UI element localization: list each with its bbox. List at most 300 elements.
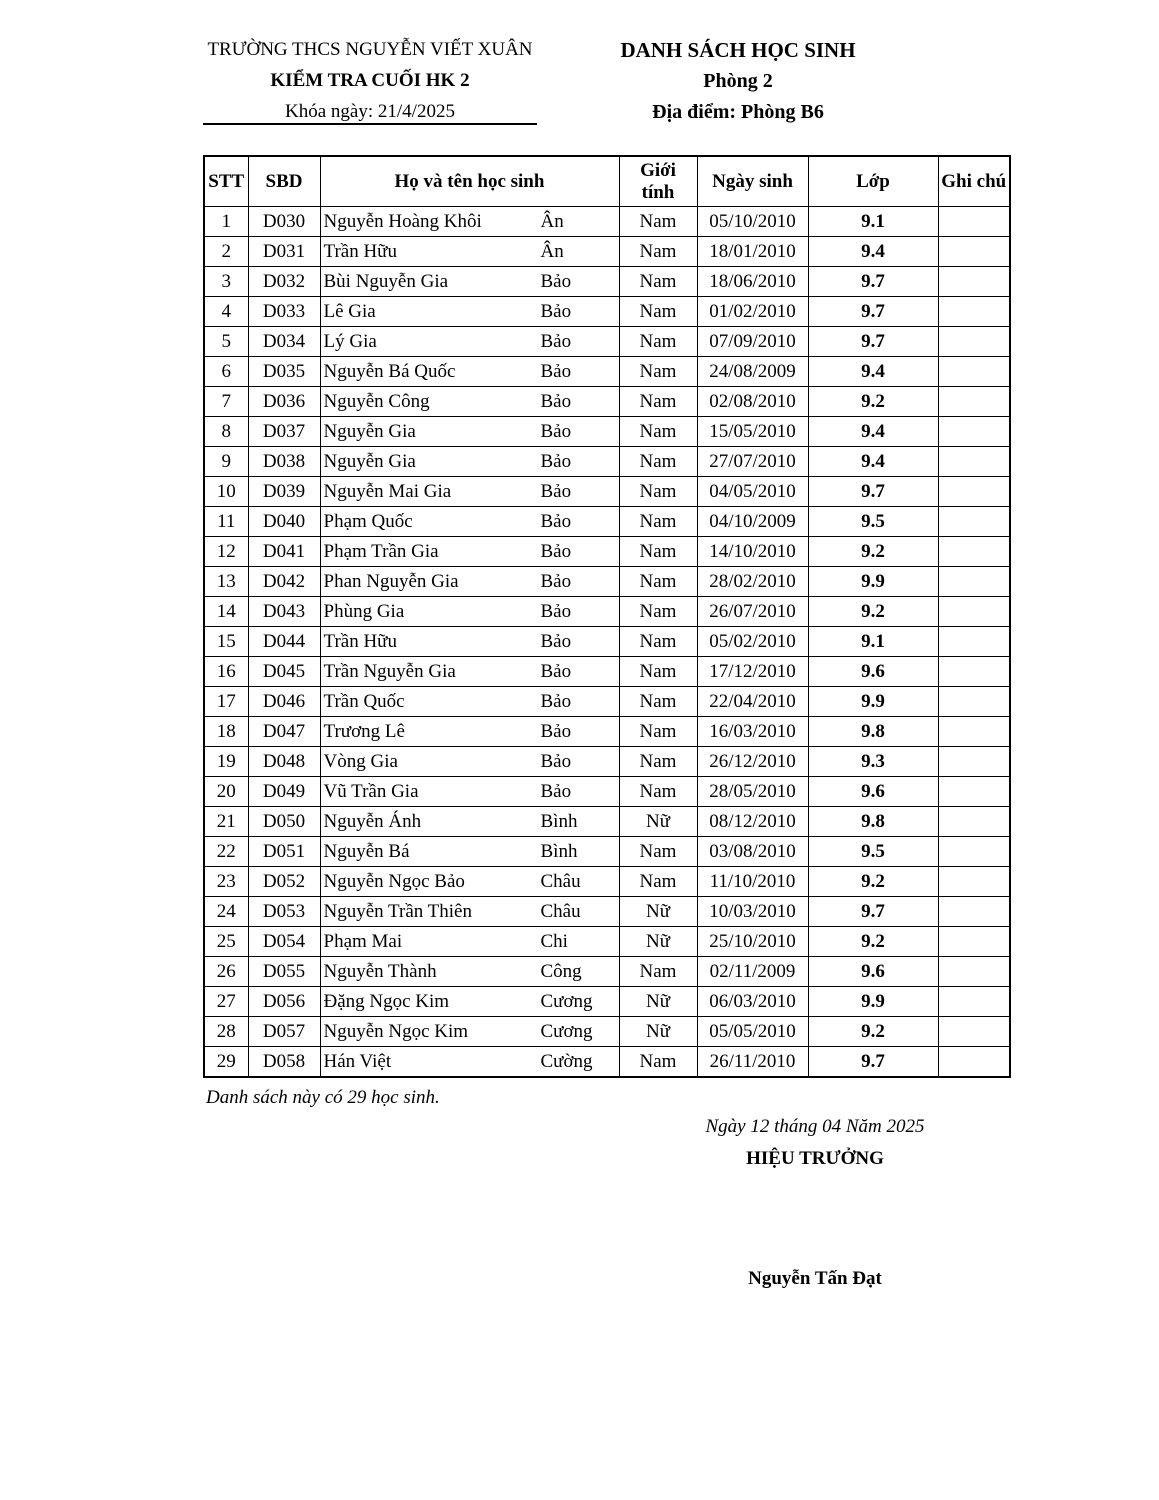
cell-class: 9.1 (808, 627, 938, 657)
cell-gender: Nam (619, 1047, 697, 1078)
cell-gender: Nữ (619, 897, 697, 927)
cell-dob: 18/01/2010 (697, 237, 808, 267)
cell-note (938, 897, 1010, 927)
cell-name-surname: Trần Quốc (323, 691, 405, 712)
cell-name (320, 717, 619, 747)
cell-note (938, 927, 1010, 957)
cell-gender: Nam (619, 417, 697, 447)
cell-dob: 11/10/2010 (697, 867, 808, 897)
exam-name: KIỂM TRA CUỐI HK 2 (270, 70, 470, 91)
cell-stt: 11 (204, 507, 248, 537)
cell-name-surname: Phạm Quốc (323, 511, 413, 532)
table-row (204, 807, 1010, 837)
cell-class: 9.4 (808, 237, 938, 267)
cell-gender: Nam (619, 657, 697, 687)
table-row (204, 327, 1010, 357)
cell-name-given: Bảo (540, 601, 572, 622)
cell-dob: 08/12/2010 (697, 807, 808, 837)
table-row (204, 447, 1010, 477)
cell-dob: 28/05/2010 (697, 777, 808, 807)
cell-name (320, 297, 619, 327)
cell-dob: 05/02/2010 (697, 627, 808, 657)
cell-note (938, 477, 1010, 507)
cell-gender: Nam (619, 387, 697, 417)
cell-gender: Nam (619, 597, 697, 627)
cell-name-surname: Trần Hữu (323, 241, 397, 262)
cell-name-given: Bình (540, 811, 578, 832)
cell-note (938, 807, 1010, 837)
exam-date: Khóa ngày: 21/4/2025 (285, 101, 455, 122)
cell-class: 9.7 (808, 297, 938, 327)
cell-dob: 25/10/2010 (697, 927, 808, 957)
cell-sbd: D043 (248, 597, 320, 627)
cell-class: 9.5 (808, 507, 938, 537)
cell-stt: 7 (204, 387, 248, 417)
cell-stt: 19 (204, 747, 248, 777)
cell-name-surname: Nguyễn Ánh (323, 811, 422, 832)
header-left (203, 36, 537, 129)
cell-sbd: D057 (248, 1017, 320, 1047)
cell-name-surname: Nguyễn Trần Thiên (323, 901, 472, 922)
cell-sbd: D050 (248, 807, 320, 837)
cell-stt: 1 (204, 207, 248, 237)
table-row (204, 267, 1010, 297)
cell-gender: Nam (619, 267, 697, 297)
cell-gender: Nam (619, 627, 697, 657)
cell-gender: Nam (619, 297, 697, 327)
cell-sbd: D035 (248, 357, 320, 387)
cell-name (320, 777, 619, 807)
room-label: Phòng 2 (703, 70, 773, 92)
cell-name-surname: Vũ Trần Gia (323, 781, 419, 802)
cell-name-given: Cương (540, 991, 593, 1012)
cell-sbd: D055 (248, 957, 320, 987)
cell-name-given: Bảo (540, 481, 572, 502)
cell-name-surname: Lý Gia (323, 331, 377, 352)
cell-stt: 6 (204, 357, 248, 387)
cell-name-given: Cường (540, 1051, 593, 1072)
cell-class: 9.2 (808, 537, 938, 567)
cell-gender: Nam (619, 207, 697, 237)
cell-name-given: Bảo (540, 661, 572, 682)
cell-sbd: D041 (248, 537, 320, 567)
sign-title: HIỆU TRƯỞNG (746, 1148, 884, 1169)
cell-name-given: Bảo (540, 691, 572, 712)
cell-name (320, 207, 619, 237)
cell-name-surname: Phạm Trần Gia (323, 541, 439, 562)
table-row (204, 777, 1010, 807)
cell-name-given: Công (540, 961, 582, 982)
cell-dob: 04/05/2010 (697, 477, 808, 507)
cell-sbd: D047 (248, 717, 320, 747)
cell-name-surname: Nguyễn Gia (323, 421, 416, 442)
table-row (204, 867, 1010, 897)
cell-name (320, 237, 619, 267)
cell-sbd: D049 (248, 777, 320, 807)
cell-dob: 26/11/2010 (697, 1047, 808, 1078)
cell-stt: 10 (204, 477, 248, 507)
cell-dob: 24/08/2009 (697, 357, 808, 387)
cell-gender: Nam (619, 447, 697, 477)
cell-name (320, 477, 619, 507)
cell-note (938, 267, 1010, 297)
cell-name-surname: Bùi Nguyễn Gia (323, 271, 449, 292)
cell-class: 9.7 (808, 1047, 938, 1078)
cell-dob: 27/07/2010 (697, 447, 808, 477)
header-dob: Ngày sinh (697, 156, 808, 207)
cell-class: 9.2 (808, 387, 938, 417)
cell-name-surname: Vòng Gia (323, 751, 398, 772)
cell-sbd: D058 (248, 1047, 320, 1078)
cell-name (320, 627, 619, 657)
cell-name (320, 1047, 619, 1078)
cell-sbd: D054 (248, 927, 320, 957)
cell-gender: Nam (619, 477, 697, 507)
student-table (203, 155, 1011, 1078)
cell-name-surname: Nguyễn Bá Quốc (323, 361, 456, 382)
cell-class: 9.6 (808, 957, 938, 987)
cell-note (938, 297, 1010, 327)
cell-name-given: Bảo (540, 421, 572, 442)
cell-name-surname: Hán Việt (323, 1051, 392, 1072)
cell-note (938, 717, 1010, 747)
cell-dob: 14/10/2010 (697, 537, 808, 567)
cell-sbd: D045 (248, 657, 320, 687)
cell-sbd: D042 (248, 567, 320, 597)
cell-name-surname: Phan Nguyễn Gia (323, 571, 459, 592)
cell-name-given: Bảo (540, 751, 572, 772)
cell-dob: 26/07/2010 (697, 597, 808, 627)
cell-sbd: D038 (248, 447, 320, 477)
table-row (204, 837, 1010, 867)
cell-name-surname: Nguyễn Công (323, 391, 430, 412)
cell-class: 9.9 (808, 687, 938, 717)
cell-name-given: Bảo (540, 781, 572, 802)
cell-gender: Nam (619, 237, 697, 267)
cell-class: 9.7 (808, 897, 938, 927)
cell-name (320, 357, 619, 387)
cell-dob: 04/10/2009 (697, 507, 808, 537)
cell-note (938, 1047, 1010, 1078)
cell-sbd: D052 (248, 867, 320, 897)
cell-class: 9.7 (808, 477, 938, 507)
cell-name-given: Ân (540, 241, 564, 262)
cell-class: 9.9 (808, 567, 938, 597)
table-row (204, 597, 1010, 627)
cell-dob: 05/05/2010 (697, 1017, 808, 1047)
cell-class: 9.7 (808, 267, 938, 297)
cell-name-surname: Nguyễn Ngọc Bảo (323, 871, 465, 892)
cell-dob: 01/02/2010 (697, 297, 808, 327)
cell-name-given: Bảo (540, 451, 572, 472)
location-label: Địa điểm: Phòng B6 (652, 101, 824, 123)
table-row (204, 567, 1010, 597)
cell-name-surname: Phùng Gia (323, 601, 405, 622)
cell-name (320, 747, 619, 777)
cell-name-given: Bảo (540, 361, 572, 382)
cell-note (938, 507, 1010, 537)
cell-sbd: D056 (248, 987, 320, 1017)
cell-stt: 8 (204, 417, 248, 447)
cell-name (320, 837, 619, 867)
cell-note (938, 537, 1010, 567)
cell-name (320, 507, 619, 537)
cell-class: 9.2 (808, 597, 938, 627)
table-row (204, 507, 1010, 537)
cell-name (320, 687, 619, 717)
cell-stt: 20 (204, 777, 248, 807)
total-note: Danh sách này có 29 học sinh. (206, 1087, 440, 1108)
cell-stt: 5 (204, 327, 248, 357)
cell-gender: Nam (619, 867, 697, 897)
cell-name (320, 447, 619, 477)
cell-name-given: Châu (540, 901, 581, 922)
cell-note (938, 957, 1010, 987)
cell-stt: 29 (204, 1047, 248, 1078)
cell-sbd: D033 (248, 297, 320, 327)
cell-note (938, 747, 1010, 777)
cell-sbd: D034 (248, 327, 320, 357)
cell-note (938, 687, 1010, 717)
cell-sbd: D046 (248, 687, 320, 717)
cell-stt: 26 (204, 957, 248, 987)
cell-name-given: Bảo (540, 511, 572, 532)
cell-dob: 22/04/2010 (697, 687, 808, 717)
cell-gender: Nam (619, 957, 697, 987)
cell-name-surname: Nguyễn Gia (323, 451, 416, 472)
cell-dob: 16/03/2010 (697, 717, 808, 747)
header-right (600, 36, 876, 129)
cell-class: 9.2 (808, 1017, 938, 1047)
cell-stt: 12 (204, 537, 248, 567)
cell-name (320, 987, 619, 1017)
cell-class: 9.2 (808, 867, 938, 897)
cell-name-surname: Lê Gia (323, 301, 376, 322)
cell-dob: 05/10/2010 (697, 207, 808, 237)
cell-name-given: Bảo (540, 331, 572, 352)
cell-note (938, 1017, 1010, 1047)
cell-sbd: D036 (248, 387, 320, 417)
cell-note (938, 837, 1010, 867)
cell-note (938, 207, 1010, 237)
cell-dob: 28/02/2010 (697, 567, 808, 597)
table-row (204, 1047, 1010, 1078)
cell-dob: 02/08/2010 (697, 387, 808, 417)
cell-name-given: Bảo (540, 571, 572, 592)
cell-class: 9.6 (808, 657, 938, 687)
cell-name (320, 597, 619, 627)
cell-class: 9.9 (808, 987, 938, 1017)
cell-name-surname: Nguyễn Bá (323, 841, 410, 862)
table-row (204, 237, 1010, 267)
cell-dob: 07/09/2010 (697, 327, 808, 357)
cell-name (320, 657, 619, 687)
cell-name (320, 567, 619, 597)
header-class: Lớp (808, 156, 938, 207)
cell-dob: 06/03/2010 (697, 987, 808, 1017)
cell-name-given: Chi (540, 931, 568, 952)
cell-name-surname: Trần Hữu (323, 631, 397, 652)
cell-name-given: Bình (540, 841, 578, 862)
cell-name-given: Bảo (540, 631, 572, 652)
cell-note (938, 657, 1010, 687)
table-row (204, 897, 1010, 927)
table-row (204, 207, 1010, 237)
cell-stt: 13 (204, 567, 248, 597)
cell-gender: Nam (619, 327, 697, 357)
cell-name-surname: Nguyễn Mai Gia (323, 481, 452, 502)
cell-gender: Nam (619, 837, 697, 867)
cell-note (938, 567, 1010, 597)
header-name: Họ và tên học sinh (320, 156, 619, 207)
sign-name: Nguyễn Tấn Đạt (748, 1268, 882, 1289)
cell-sbd: D039 (248, 477, 320, 507)
cell-name (320, 807, 619, 837)
cell-stt: 14 (204, 597, 248, 627)
document-title: DANH SÁCH HỌC SINH (620, 38, 856, 62)
cell-name (320, 897, 619, 927)
cell-class: 9.8 (808, 717, 938, 747)
cell-class: 9.4 (808, 417, 938, 447)
table-row (204, 717, 1010, 747)
cell-gender: Nam (619, 567, 697, 597)
cell-stt: 15 (204, 627, 248, 657)
cell-gender: Nam (619, 747, 697, 777)
cell-stt: 25 (204, 927, 248, 957)
cell-name (320, 1017, 619, 1047)
cell-gender: Nam (619, 507, 697, 537)
cell-note (938, 627, 1010, 657)
table-row (204, 357, 1010, 387)
cell-sbd: D048 (248, 747, 320, 777)
cell-class: 9.2 (808, 927, 938, 957)
table-row (204, 417, 1010, 447)
cell-name-given: Ân (540, 211, 564, 232)
cell-class: 9.6 (808, 777, 938, 807)
cell-gender: Nam (619, 777, 697, 807)
cell-gender: Nữ (619, 927, 697, 957)
header-divider (203, 123, 537, 125)
table-row (204, 747, 1010, 777)
cell-name-surname: Trương Lê (323, 721, 405, 742)
cell-gender: Nam (619, 537, 697, 567)
cell-note (938, 777, 1010, 807)
cell-name-given: Bảo (540, 541, 572, 562)
table-row (204, 627, 1010, 657)
cell-stt: 24 (204, 897, 248, 927)
cell-gender: Nam (619, 717, 697, 747)
cell-name-surname: Phạm Mai (323, 931, 403, 952)
cell-gender: Nữ (619, 807, 697, 837)
cell-sbd: D032 (248, 267, 320, 297)
cell-stt: 22 (204, 837, 248, 867)
cell-name (320, 867, 619, 897)
cell-stt: 16 (204, 657, 248, 687)
cell-name-surname: Nguyễn Thành (323, 961, 437, 982)
cell-name-surname: Nguyễn Hoàng Khôi (323, 211, 482, 232)
cell-name (320, 927, 619, 957)
cell-sbd: D030 (248, 207, 320, 237)
cell-stt: 4 (204, 297, 248, 327)
cell-stt: 9 (204, 447, 248, 477)
school-name: TRƯỜNG THCS NGUYỄN VIẾT XUÂN (207, 39, 533, 60)
cell-note (938, 357, 1010, 387)
cell-dob: 02/11/2009 (697, 957, 808, 987)
cell-name-given: Bảo (540, 391, 572, 412)
cell-gender: Nữ (619, 1017, 697, 1047)
cell-gender: Nữ (619, 987, 697, 1017)
table-row (204, 957, 1010, 987)
cell-name (320, 417, 619, 447)
cell-stt: 2 (204, 237, 248, 267)
cell-sbd: D040 (248, 507, 320, 537)
table-row (204, 657, 1010, 687)
cell-note (938, 597, 1010, 627)
cell-class: 9.4 (808, 447, 938, 477)
cell-dob: 18/06/2010 (697, 267, 808, 297)
table-row (204, 687, 1010, 717)
cell-stt: 21 (204, 807, 248, 837)
sign-date: Ngày 12 tháng 04 Năm 2025 (705, 1116, 925, 1137)
cell-note (938, 327, 1010, 357)
cell-stt: 3 (204, 267, 248, 297)
cell-name (320, 537, 619, 567)
cell-name-surname: Trần Nguyễn Gia (323, 661, 456, 682)
cell-name-given: Bảo (540, 721, 572, 742)
cell-name-given: Bảo (540, 271, 572, 292)
cell-sbd: D044 (248, 627, 320, 657)
cell-name (320, 327, 619, 357)
cell-class: 9.7 (808, 327, 938, 357)
cell-name (320, 267, 619, 297)
cell-name-surname: Nguyễn Ngọc Kim (323, 1021, 469, 1042)
header-gender-line1: Giới (640, 159, 676, 181)
cell-class: 9.8 (808, 807, 938, 837)
cell-sbd: D031 (248, 237, 320, 267)
cell-note (938, 867, 1010, 897)
cell-class: 9.1 (808, 207, 938, 237)
cell-sbd: D053 (248, 897, 320, 927)
cell-gender: Nam (619, 357, 697, 387)
table-row (204, 1017, 1010, 1047)
cell-sbd: D051 (248, 837, 320, 867)
cell-name-given: Châu (540, 871, 581, 892)
cell-stt: 23 (204, 867, 248, 897)
cell-dob: 10/03/2010 (697, 897, 808, 927)
cell-class: 9.4 (808, 357, 938, 387)
cell-note (938, 387, 1010, 417)
cell-name (320, 957, 619, 987)
header-note: Ghi chú (938, 156, 1010, 207)
cell-sbd: D037 (248, 417, 320, 447)
header-gender-line2: tính (641, 181, 675, 203)
header-stt: STT (204, 156, 248, 207)
cell-note (938, 417, 1010, 447)
cell-note (938, 987, 1010, 1017)
cell-name (320, 387, 619, 417)
cell-stt: 18 (204, 717, 248, 747)
table-row (204, 387, 1010, 417)
cell-name-given: Bảo (540, 301, 572, 322)
cell-dob: 03/08/2010 (697, 837, 808, 867)
table-header-row (204, 156, 1010, 207)
cell-note (938, 447, 1010, 477)
cell-stt: 27 (204, 987, 248, 1017)
cell-stt: 17 (204, 687, 248, 717)
table-row (204, 477, 1010, 507)
cell-gender: Nam (619, 687, 697, 717)
table-row (204, 537, 1010, 567)
